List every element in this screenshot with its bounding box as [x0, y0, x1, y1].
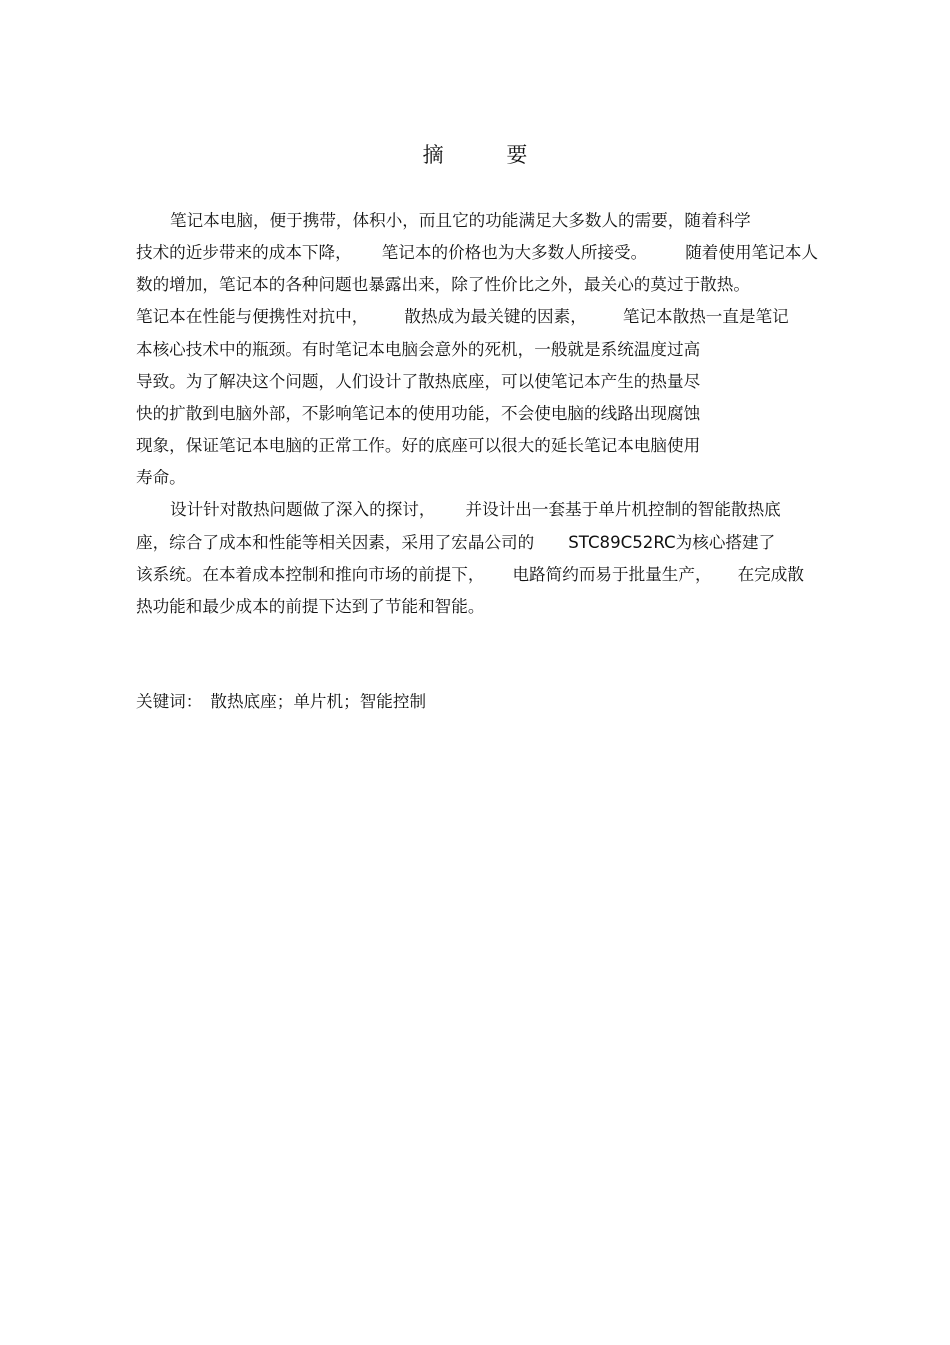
text-span: 热功能和最少成本的前提下达到了节能和智能。 — [136, 597, 485, 616]
paragraph-line — [170, 209, 751, 233]
text-span: 笔记本在性能与便携性对抗中， — [136, 307, 369, 326]
text-span: 设计针对散热问题做了深入的探讨， — [170, 500, 436, 519]
abstract-title: 摘 要 — [422, 143, 556, 167]
text-span: 并设计出一套基于单片机控制的智能散热底 — [465, 500, 781, 519]
text-span: 笔记本的价格也为大多数人所接受。 — [381, 243, 648, 262]
paragraph-line — [136, 370, 700, 394]
text-span: 现象，保证笔记本电脑的正常工作。好的底座可以很大的延长笔记本电脑使用 — [136, 436, 701, 455]
paragraph-line — [170, 498, 781, 522]
text-span: 电路简约而易于批量生产， — [512, 565, 712, 584]
paragraph-line — [136, 402, 700, 426]
keywords-line — [136, 690, 426, 714]
paragraph-line — [136, 338, 700, 362]
paragraph-line — [136, 466, 186, 490]
paragraph-line — [136, 434, 700, 458]
text-span: 数的增加，笔记本的各种问题也暴露出来，除了性价比之外，最关心的莫过于散热。 — [136, 275, 750, 294]
paragraph-line — [136, 563, 804, 587]
text-span: 技术的近步带来的成本下降， — [136, 243, 352, 262]
paragraph-line — [136, 531, 775, 555]
text-span: 该系统。在本着成本控制和推向市场的前提下， — [136, 565, 485, 584]
text-span: 本核心技术中的瓶颈。有时笔记本电脑会意外的死机，一般就是系统温度过高 — [136, 340, 701, 359]
text-span: STC89C52RC为核心搭建了 — [568, 533, 776, 552]
paragraph-line — [136, 241, 818, 265]
paragraph-line — [136, 273, 750, 297]
keywords-label: 关键词： — [136, 692, 203, 711]
paragraph-line — [136, 595, 484, 619]
text-span: 导致。为了解决这个问题，人们设计了散热底座，可以使笔记本产生的热量尽 — [136, 372, 701, 391]
text-span: 笔记本散热一直是笔记 — [622, 307, 789, 326]
text-span: 随着使用笔记本人 — [685, 243, 818, 262]
text-span: 快的扩散到电脑外部，不影响笔记本的使用功能，不会使电脑的线路出现腐蚀 — [136, 404, 701, 423]
text-span: 笔记本电脑，便于携带，体积小，而且它的功能满足大多数人的需要，随着科学 — [170, 211, 751, 230]
text-span: 散热成为最关键的因素， — [404, 307, 587, 326]
text-span: 在完成散 — [737, 565, 804, 584]
text-span: 寿命。 — [136, 468, 186, 487]
paragraph-line — [136, 305, 789, 329]
text-span: 座，综合了成本和性能等相关因素，采用了宏晶公司的 — [136, 533, 535, 552]
keywords-value: 散热底座；单片机；智能控制 — [210, 692, 427, 711]
